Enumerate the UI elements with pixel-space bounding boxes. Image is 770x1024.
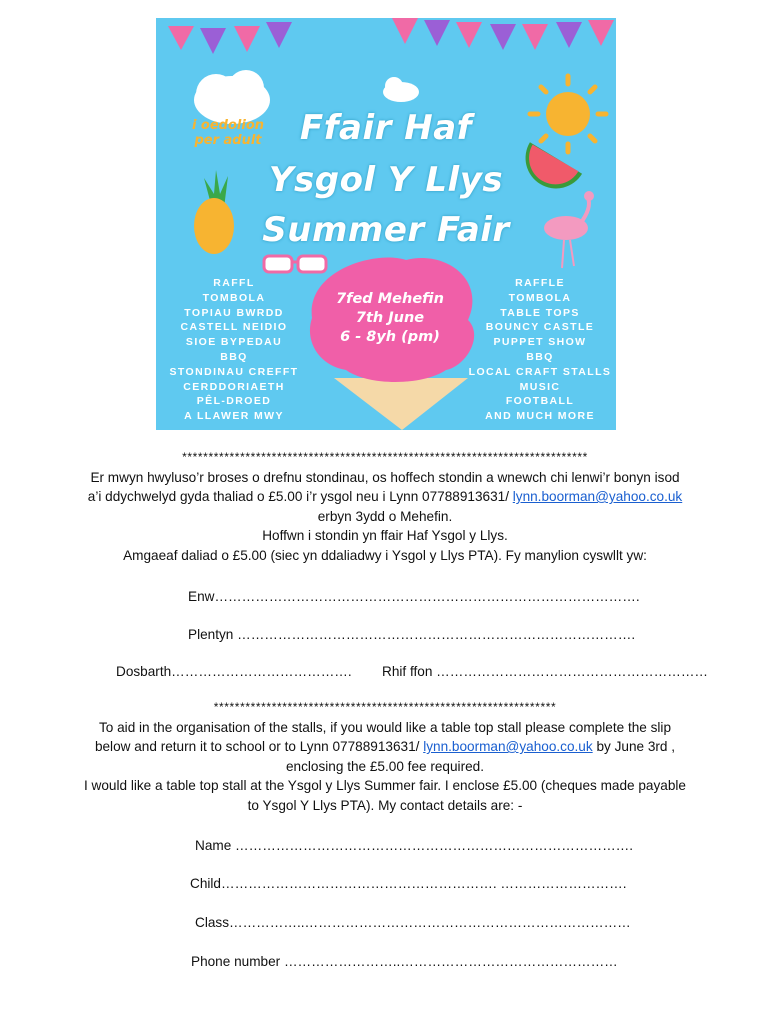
welsh-paragraph-line: erbyn 3ydd o Mehefin. — [317, 508, 453, 524]
list-item: RAFFL — [213, 277, 255, 289]
list-item: MUSIC — [519, 380, 561, 393]
list-item: PUPPET SHOW — [493, 336, 587, 349]
email-link[interactable]: lynn.boorman@yahoo.co.uk — [512, 489, 683, 504]
english-paragraph-line: enclosing the £5.00 fee required. — [285, 758, 484, 774]
list-item: TOMBOLA — [508, 291, 572, 304]
poster-title-line-3: Summer Fair — [262, 210, 510, 250]
list-item: FOOTBALL — [505, 395, 575, 408]
list-item: A LLAWER MWY — [184, 410, 284, 423]
welsh-class-field[interactable]: Dosbarth…………………………………. — [116, 664, 352, 679]
list-item: BBQ — [526, 350, 554, 363]
welsh-paragraph-line: Hoffwn i stondin yn ffair Haf Ysgol y Llys. — [262, 528, 508, 543]
list-item: BOUNCY CASTLE — [485, 321, 595, 334]
time-range: 6 - 8yh (pm) — [340, 329, 440, 345]
date-english: 7th June — [355, 310, 425, 326]
english-paragraph-line: I would like a table top stall at the Ysgol y Llys Summer fair. I enclose £5.00 (cheques made payable — [84, 778, 686, 793]
price-label: £1 — [222, 76, 259, 106]
english-activity-list — [468, 276, 612, 424]
email-link[interactable]: lynn.boorman@yahoo.co.uk — [423, 739, 593, 754]
welsh-child-field[interactable]: Plentyn ……………………………………………………………………………. — [188, 627, 636, 642]
english-paragraph-line — [0, 737, 770, 757]
welsh-paragraph-line: Er mwyn hwyluso’r broses o drefnu stondinau, os hoffech stondin a wnewch chi lenwi’r bonyn isod — [90, 469, 680, 485]
english-child-field[interactable]: Child……………………………………………………. ………………………. — [190, 876, 627, 891]
summer-fair-poster — [156, 18, 616, 430]
divider-stars: ***************************************************************************** — [182, 450, 588, 464]
welsh-name-field[interactable]: Enw…………………………………………………………………………………. — [188, 589, 640, 604]
english-section — [0, 698, 770, 815]
list-item: SIOE BYPEDAU — [185, 336, 283, 349]
list-item: TOPIAU BWRDD — [184, 306, 284, 319]
english-paragraph-line: to Ysgol Y Llys PTA). My contact details are: - — [247, 797, 523, 813]
english-paragraph-line: To aid in the organisation of the stalls, if you would like a table top stall please complete the slip — [98, 719, 672, 735]
welsh-contact-text: a’i ddychwelyd gyda thaliad o £5.00 i’r ysgol neu i Lynn 07788913631/ — [87, 489, 513, 504]
english-class-field[interactable]: Class……………..……………………………………………………………… — [195, 915, 631, 930]
welsh-paragraph-line — [0, 487, 770, 507]
bunting-decoration — [168, 18, 614, 54]
sunglasses-icon — [264, 256, 326, 272]
list-item: LOCAL CRAFT STALLS — [468, 365, 612, 378]
poster-title-line-2: Ysgol Y Llys — [268, 160, 504, 200]
list-item: TABLE TOPS — [500, 306, 580, 319]
donation-label: i oedolion per adult — [191, 118, 265, 148]
divider-stars: ***************************************************************** — [213, 700, 557, 714]
list-item: RAFFLE — [515, 277, 565, 289]
list-item: CASTELL NEIDIO — [180, 321, 288, 334]
welsh-activity-list — [160, 276, 308, 424]
poster-title-line-1: Ffair Haf — [300, 108, 472, 148]
event-date-time — [306, 290, 474, 347]
list-item: PÊL-DROED — [196, 395, 272, 408]
list-item: STONDINAU CREFFT — [169, 365, 299, 378]
english-name-field[interactable]: Name ……………………………………………………………………………. — [195, 838, 634, 853]
welsh-section — [0, 448, 770, 565]
list-item: AND MUCH MORE — [485, 410, 595, 423]
english-phone-field[interactable]: Phone number ……………………..………………………………………… — [191, 954, 618, 969]
list-item: CERDDORIAETH — [183, 380, 285, 393]
date-welsh: 7fed Mehefin — [336, 291, 444, 307]
english-contact-text: below and return it to school or to Lynn 07788913631/ — [94, 739, 424, 754]
deadline-text: by June 3rd , — [592, 739, 676, 754]
cloud-icon — [383, 77, 419, 102]
list-item: TOMBOLA — [202, 291, 266, 304]
list-item: BBQ — [220, 350, 248, 363]
welsh-phone-field[interactable]: Rhif ffon …………………………………………………… — [382, 664, 709, 679]
welsh-paragraph-line: Amgaeaf daliad o £5.00 (siec yn ddaliadwy i Ysgol y Llys PTA). Fy manylion cyswllt yw: — [123, 547, 647, 563]
